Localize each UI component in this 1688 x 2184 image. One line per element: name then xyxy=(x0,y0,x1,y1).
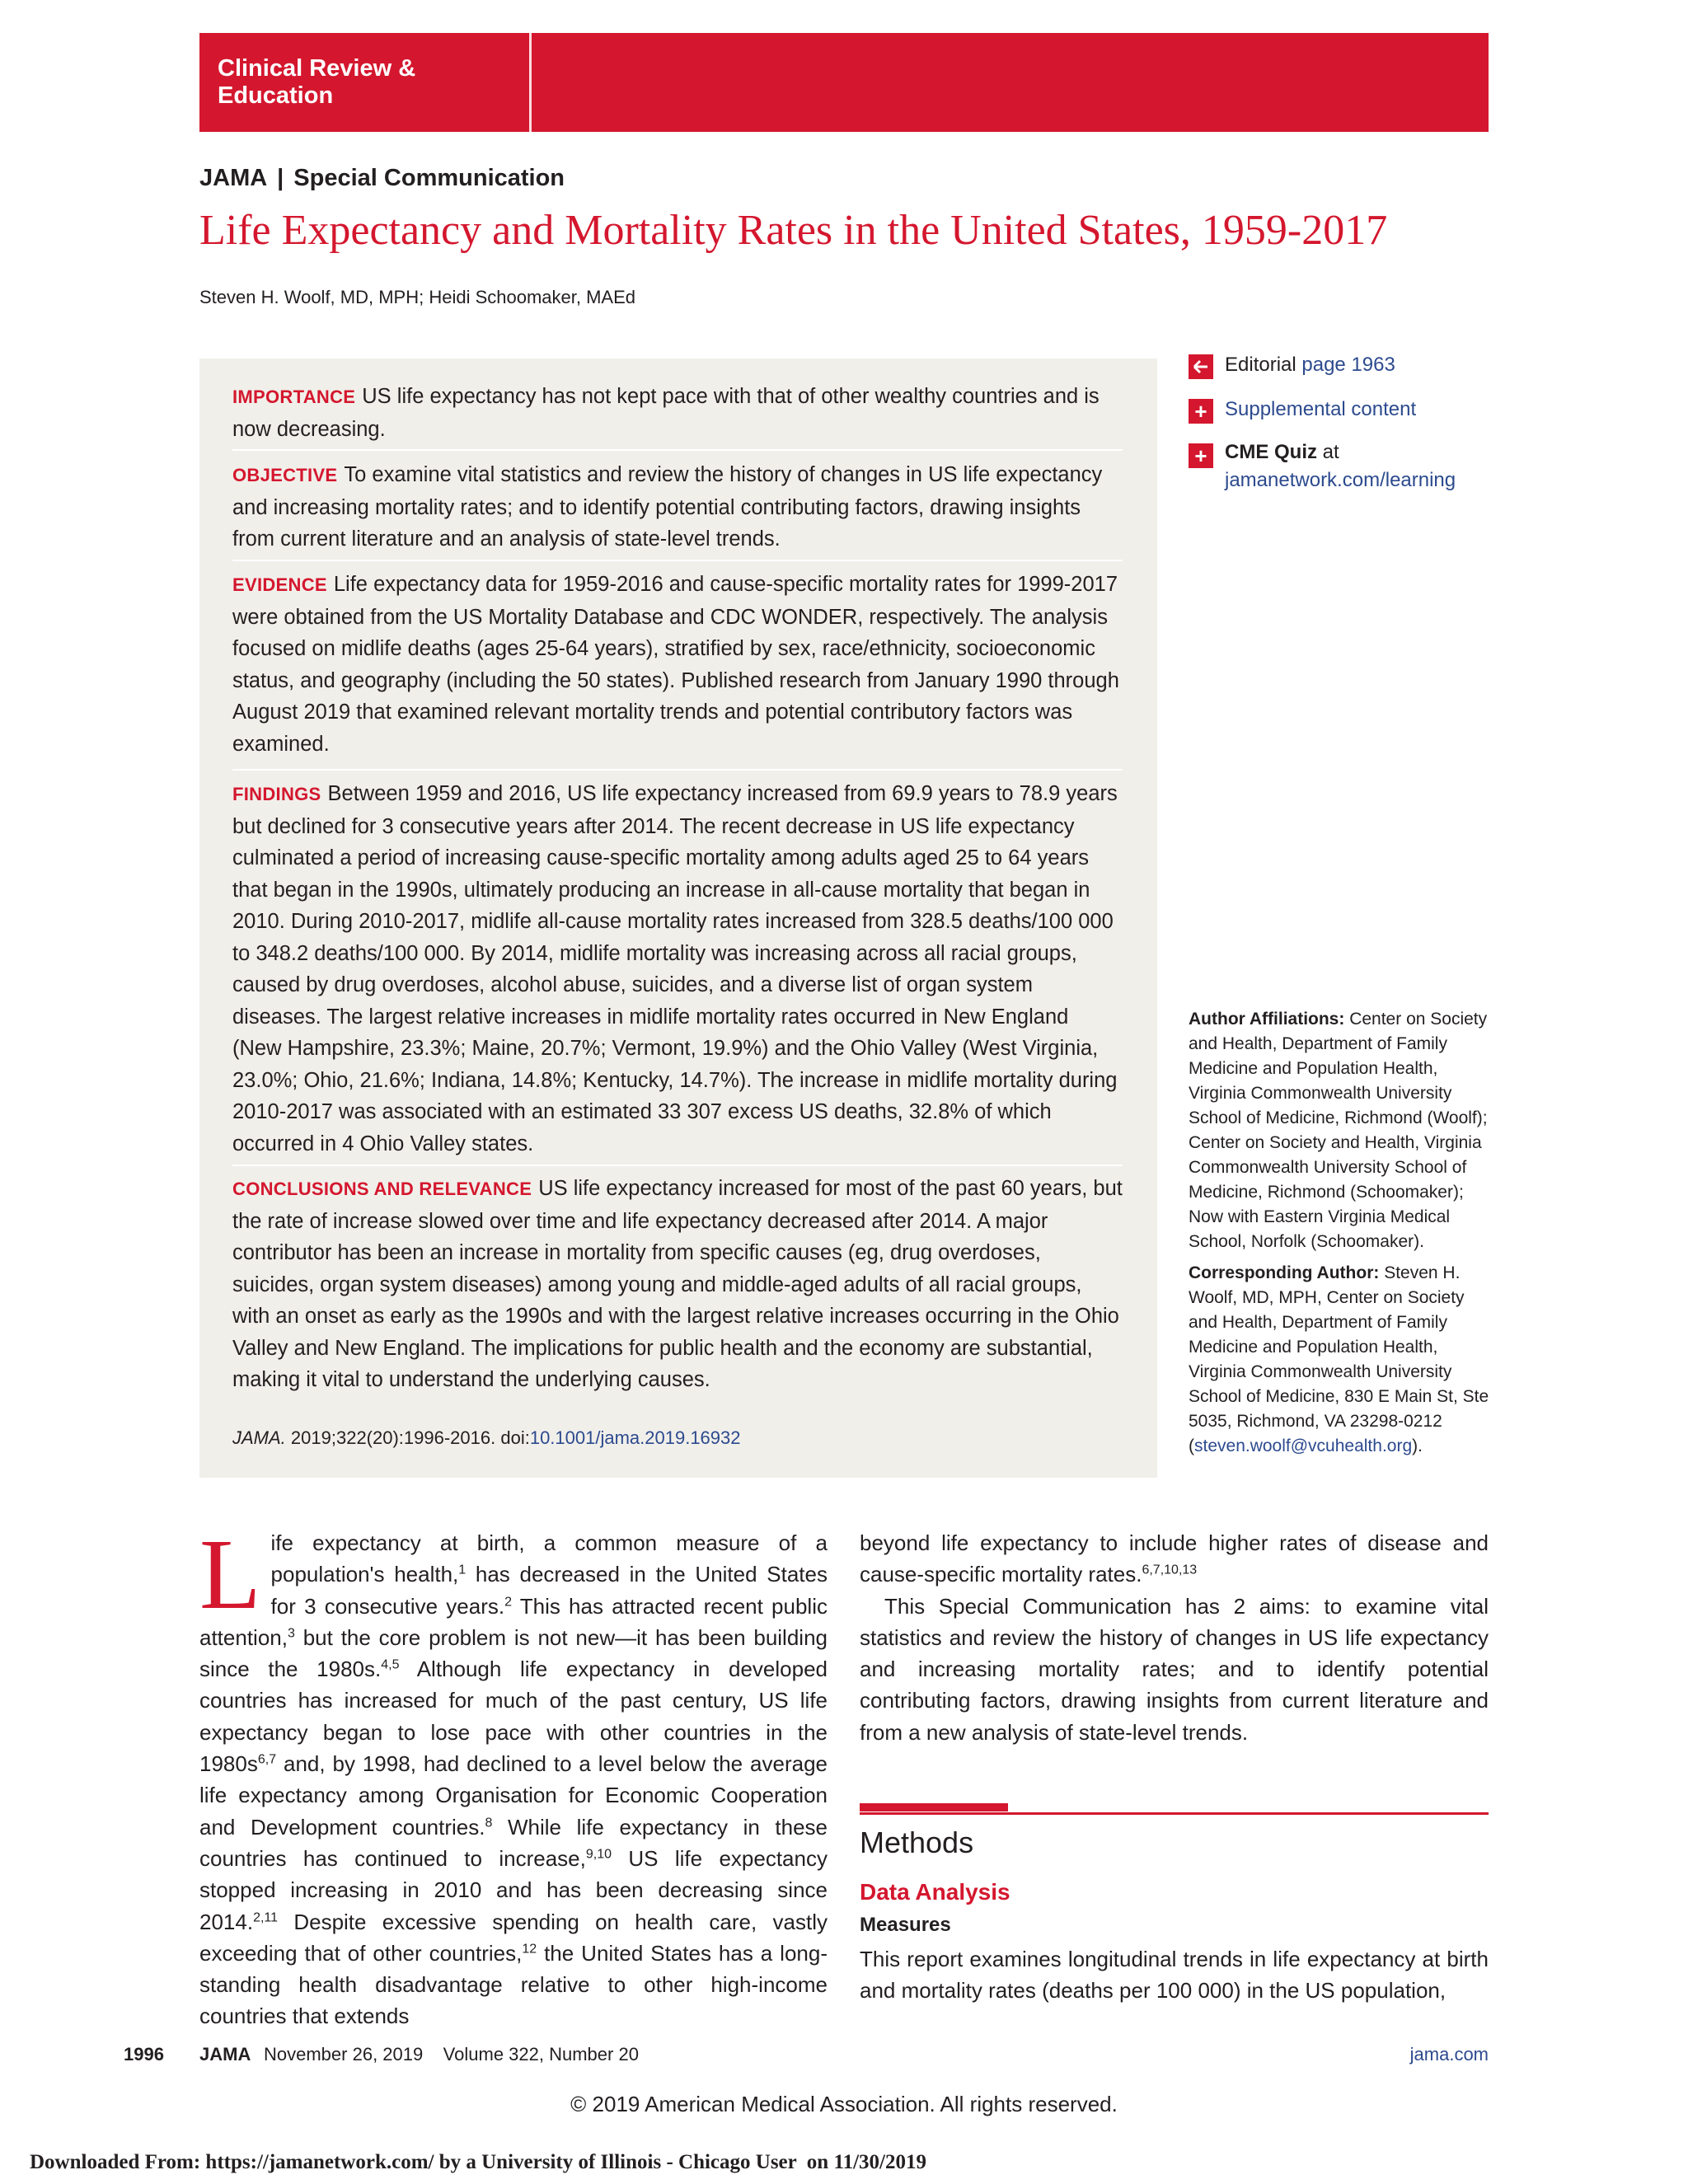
article-title: Life Expectancy and Mortality Rates in the United States, 1959-2017 xyxy=(199,207,1388,254)
cme-at: at xyxy=(1322,441,1339,463)
body-text: Although life expectancy in developed countries has increased for much of the past century, US life expectancy began to lose pace with other countries in the 1980s xyxy=(199,1657,828,1777)
body-text: ife expectancy at birth, a common measure of a population's health, xyxy=(270,1530,828,1587)
corresponding-end: ). xyxy=(1412,1436,1423,1455)
author-list: Steven H. Woolf, MD, MPH; Heidi Schoomaker, MAEd xyxy=(199,287,635,307)
citation-text: 2019;322(20):1996-2016. doi: xyxy=(290,1427,530,1448)
evidence-text: Life expectancy data for 1959-2016 and cause-specific mortality rates for 1999-2017 were obtained from the US Mortality Database and CDC WONDER, respectively. The analysis focused on midlife deaths (ages 25-64 years), stratified by sex, race/ethnicity, socioeconomic status, and geography (including the 50 states). Published research from January 1990 through August 2019 that examined relevant mortality trends and potential contributory factors was examined. xyxy=(232,573,1119,756)
reference-superscript[interactable]: 3 xyxy=(287,1626,295,1641)
download-notice: Downloaded From: https://jamanetwork.com/ by a University of Illinois - Chicago User on 11/30/2019 xyxy=(30,2151,926,2173)
findings-text: Between 1959 and 2016, US life expectancy increased from 69.9 years to 78.9 years but declined for 3 consecutive years after 2014. The recent decrease in US life expectancy culminated a period of increasing cause-specific mortality among adults aged 25 to 64 years that began in the 1990s, ultimately producing an increase in all-cause mortality that began in 2010. During 2010-2017, midlife all-cause mortality rates increased from 328.5 deaths/100 000 to 348.2 deaths/100 000. By 2014, midlife mortality was increasing across all racial groups, caused by drug overdoses, alcohol abuse, suicides, and a diverse list of organ system diseases. The largest relative increases in midlife mortality rates occurred in New England (New Hampshire, 23.3%; Maine, 20.7%; Vermont, 19.9%) and the Ohio Valley (West Virginia, 23.0%; Ohio, 21.6%; Indiana, 14.8%; Kentucky, 14.7%). The increase in midlife mortality during 2010-2017 was associated with an estimated 33 307 excess US deaths, 32.8% of which occurred in 4 Ohio Valley states. xyxy=(232,782,1118,1155)
body-right-column xyxy=(860,1527,1489,1748)
abstract-conclusions xyxy=(232,1173,1123,1396)
body-text: beyond life expectancy to include higher rates of disease and cause-specific mortality rates. xyxy=(860,1530,1489,1587)
evidence-heading: EVIDENCE xyxy=(232,574,327,595)
reference-superscript[interactable]: 1 xyxy=(458,1563,467,1577)
abstract-divider xyxy=(232,560,1123,561)
citation-journal: JAMA. xyxy=(232,1427,286,1448)
reference-superscript[interactable]: 4,5 xyxy=(381,1657,400,1672)
body-text: Despite excessive spending on health care, vastly exceeding that of other countries, xyxy=(199,1909,828,1966)
abstract-divider xyxy=(232,1165,1123,1166)
separator: | xyxy=(277,165,284,191)
abstract-objective xyxy=(232,459,1123,555)
conclusions-heading: CONCLUSIONS AND RELEVANCE xyxy=(232,1179,532,1199)
affiliations-text: Center on Society and Health, Department of Family Medicine and Population Health, Virginia Commonwealth University School of Medicine, Richmond (Woolf); Center on Society and Health, Virginia Commonwealth University School of Medicine, Richmond (Schoomaker); Now with Eastern Virginia Medical School, Norfolk (Schoomaker). xyxy=(1189,1010,1488,1251)
cme-link[interactable]: jamanetwork.com/learning xyxy=(1225,469,1456,491)
footer-journal: JAMA xyxy=(199,2044,251,2064)
reference-superscript[interactable]: 6,7,10,13 xyxy=(1142,1563,1198,1577)
reference-superscript[interactable]: 12 xyxy=(522,1942,537,1957)
footer-issue: November 26, 2019 Volume 322, Number 20 xyxy=(264,2044,639,2064)
footer-site-link[interactable]: jama.com xyxy=(1409,2044,1489,2064)
objective-heading: OBJECTIVE xyxy=(232,465,338,485)
supplemental-content-link[interactable]: Supplemental content xyxy=(1225,398,1417,420)
header-divider xyxy=(529,33,532,132)
section-rule xyxy=(860,1812,1489,1815)
abstract-importance xyxy=(232,381,1123,445)
copyright-notice: © 2019 American Medical Association. All rights reserved. xyxy=(570,2092,1118,2116)
importance-heading: IMPORTANCE xyxy=(232,387,356,407)
article-type: Special Communication xyxy=(293,165,565,191)
reference-superscript[interactable]: 9,10 xyxy=(585,1847,612,1862)
data-analysis-heading: Data Analysis xyxy=(860,1879,1010,1905)
drop-cap: L xyxy=(199,1519,261,1630)
plus-icon: + xyxy=(1189,443,1213,468)
body-text: US life expectancy stopped increasing in 2010 and has been decreasing since 2014. xyxy=(199,1845,828,1934)
corresponding-text: Steven H. Woolf, MD, MPH, Center on Society and Health, Department of Family Medicine and Population Health, Virginia Commonwealth University School of Medicine, 830 E Main St, Ste 5035, Richmond, VA 23298-0212 ( xyxy=(1189,1263,1489,1455)
cme-quiz-label: CME Quiz xyxy=(1225,441,1317,463)
body-text: This has attracted recent public attention, xyxy=(199,1593,828,1650)
measures-heading: Measures xyxy=(860,1914,951,1936)
section-label: Clinical Review & Education xyxy=(218,55,416,109)
citation xyxy=(232,1427,741,1449)
body-paragraph xyxy=(860,1527,1489,1591)
page-number: 1996 xyxy=(124,2044,164,2064)
journal-line xyxy=(199,165,565,192)
abstract-divider xyxy=(232,449,1123,451)
methods-heading: Methods xyxy=(860,1825,974,1859)
reference-superscript[interactable]: 2 xyxy=(504,1594,512,1609)
objective-text: To examine vital statistics and review the history of changes in US life expectancy and increasing mortality rates; and to identify potential contributing factors, drawing insights from current literature and an analysis of state-level trends. xyxy=(232,463,1103,551)
body-text: but the core problem is not new—it has been building since the 1980s. xyxy=(199,1624,828,1682)
doi-link[interactable]: 10.1001/jama.2019.16932 xyxy=(529,1427,741,1448)
importance-text: US life expectancy has not kept pace with that of other wealthy countries and is now decreasing. xyxy=(232,385,1100,441)
body-text: While life expectancy in these countries has continued to increase, xyxy=(199,1814,828,1871)
body-text: the United States has a long-standing health disadvantage relative to other high-income countries that extends xyxy=(199,1940,828,2029)
plus-icon: + xyxy=(1189,399,1213,424)
corresponding-heading: Corresponding Author: xyxy=(1189,1263,1380,1282)
abstract-evidence xyxy=(232,569,1123,760)
journal-name: JAMA xyxy=(199,165,268,191)
corresponding-email-link[interactable]: steven.woolf@vcuhealth.org xyxy=(1194,1436,1413,1455)
author-affiliations xyxy=(1189,1007,1493,1459)
section-rule-accent xyxy=(860,1803,1008,1811)
methods-paragraph: This report examines longitudinal trends in life expectancy at birth and mortality rates (deaths per 100 000) in the US population, xyxy=(860,1947,1489,2004)
cme-quiz-row xyxy=(1225,438,1456,494)
abstract-findings xyxy=(232,778,1123,1160)
reference-superscript[interactable]: 2,11 xyxy=(253,1910,279,1924)
body-paragraph xyxy=(199,1519,828,2032)
findings-heading: FINDINGS xyxy=(232,784,321,804)
reference-superscript[interactable]: 8 xyxy=(485,1816,493,1830)
body-text: has decreased in the United States for 3 consecutive years. xyxy=(270,1562,828,1619)
arrow-left-icon xyxy=(1189,354,1213,379)
editorial-label: Editorial xyxy=(1225,354,1296,376)
body-text: and, by 1998, had declined to a level below the average life expectancy among Organisation for Economic Cooperation and Development countries. xyxy=(199,1751,828,1840)
abstract-divider xyxy=(232,769,1123,771)
reference-superscript[interactable]: 6,7 xyxy=(257,1752,277,1767)
conclusions-text: US life expectancy increased for most of the past 60 years, but the rate of increase slowed over time and life expectancy decreased after 2014. A major contributor has been an increase in mortality from specific causes (eg, drug overdoses, suicides, organ system diseases) among young and middle-aged adults of all racial groups, with an onset as early as the 1990s and with the largest relative increases occurring in the Ohio Valley and New England. The implications for public health and the economy are substantial, making it vital to understand the underlying causes. xyxy=(232,1177,1123,1391)
editorial-page-link[interactable]: page 1963 xyxy=(1301,354,1395,376)
body-paragraph: This Special Communication has 2 aims: to examine vital statistics and review the history of changes in US life expectancy and increasing mortality rates; and to identify potential contributing factors, drawing insights from current literature and from a new analysis of state-level trends. xyxy=(860,1593,1489,1745)
editorial-link-row[interactable] xyxy=(1225,351,1395,379)
body-left-column xyxy=(199,1519,828,2032)
affiliations-heading: Author Affiliations: xyxy=(1189,1010,1345,1029)
